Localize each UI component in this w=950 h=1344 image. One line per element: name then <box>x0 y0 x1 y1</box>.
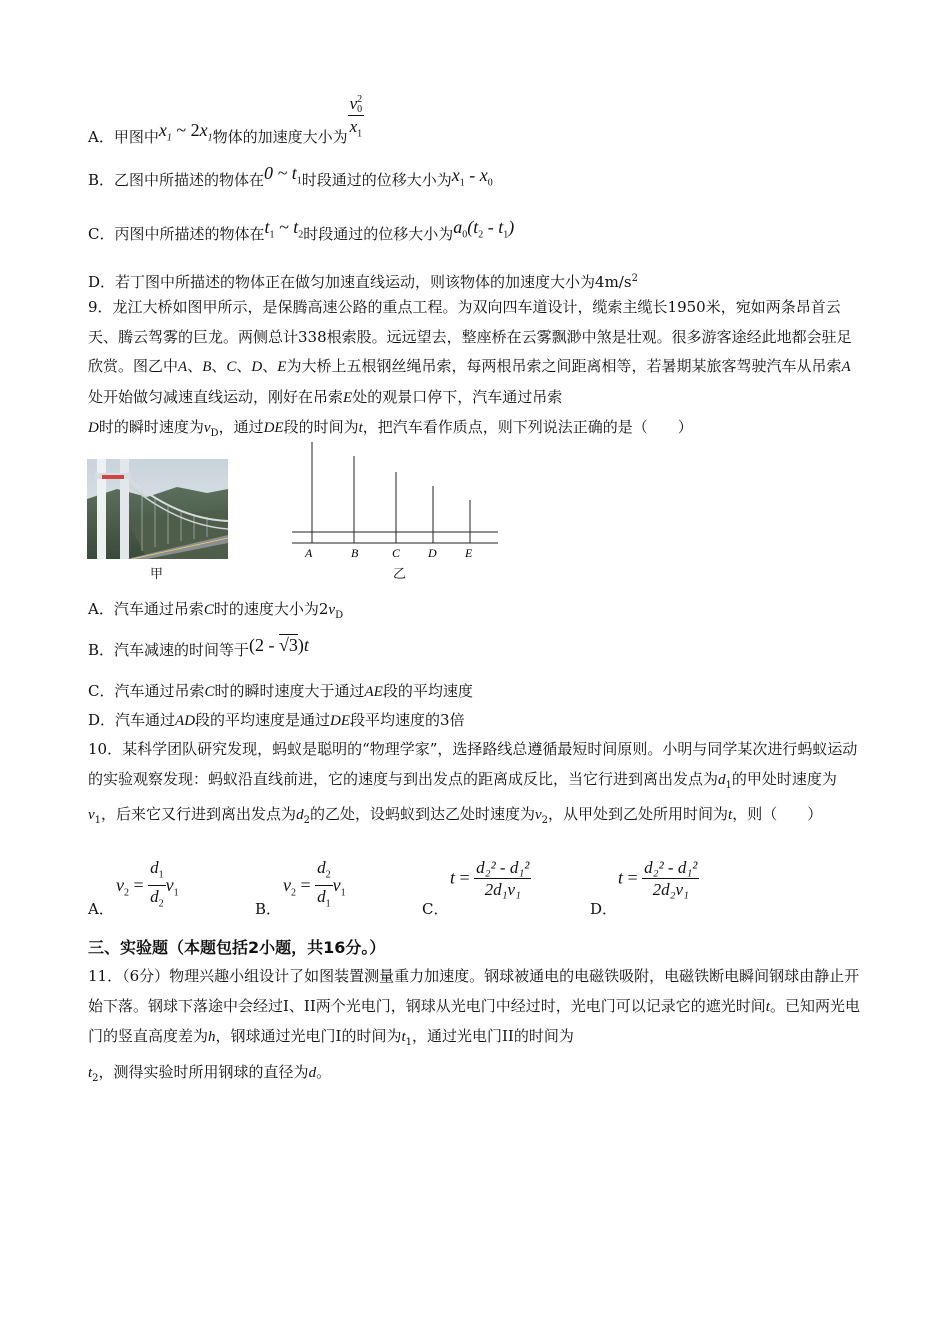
q10-option-c-label: C． <box>422 900 449 918</box>
q9-text-4: 处的观景口停下，汽车通过吊索 <box>352 387 563 406</box>
q11-d: d <box>308 1064 317 1081</box>
q10-v2-sub: 2 <box>541 815 548 826</box>
q9-c-text-3: 段的平均速度 <box>382 682 473 700</box>
q9-label-e: E <box>277 359 287 375</box>
q8-b-x1-sub: 1 <box>459 177 465 189</box>
q8-a-x2-sub: 1 <box>207 132 213 144</box>
q11-t1: t <box>401 1029 406 1045</box>
q9-b-expr-2: ) <box>297 635 304 655</box>
q11-t: t <box>765 998 770 1015</box>
q9-b-sqrt: √3 <box>279 635 298 655</box>
q10-stem <box>88 735 863 836</box>
q8-c-mid: 时段通过的位移大小为 <box>303 225 454 243</box>
q9-text-1: 9．龙江大桥如图甲所示，是保腾高速公路的重点工程。为双向四车道设计，缆索主缆长1950米，宛如两条昂首云天、腾云驾雾的巨龙。两侧总计338根索股。远远望去，整座桥在云雾飘渺中煞是壮观。很多游客途经此地都会驻足欣赏。图乙中 <box>88 298 852 375</box>
q9-sep-2: 、 <box>211 357 227 375</box>
q9-c-c: C <box>204 684 215 700</box>
q8-a-fraction: v 2 0 $x_1$ <box>349 94 363 140</box>
q9-d-text-3: 段平均速度的3倍 <box>350 711 465 729</box>
q8-b-x0: x <box>479 165 488 185</box>
q8-a-x: x <box>158 119 167 140</box>
q11-text-1: 11．（6分）物理兴趣小组设计了如图装置测量重力加速度。钢球被通电的电磁铁吸附，电磁铁断电瞬间钢球由静止开始下落。钢球下落途中会经过I、II两个光电门，钢球从光电门中经过时，光电门可以记录它的遮光时间 <box>88 967 860 1015</box>
q11-text-2: 。已知两光电门的竖直高度差为 <box>88 996 860 1045</box>
q8-a-x2: x <box>199 119 208 140</box>
q11-t2-sub: 2 <box>92 1072 99 1084</box>
q9-text-7: 段的时间为 <box>283 418 359 436</box>
diagram-label-d: D <box>428 546 437 560</box>
q10-option-b-formula: $v_2$ = $\frac{d_2}{d_1}$ $v_1$ <box>283 858 346 910</box>
q8-b-mid: 时段通过的位移大小为 <box>301 171 452 189</box>
q9-a-v-sub: D <box>335 610 344 621</box>
q8-c-label: C．丙图中所描述的物体在 <box>88 225 265 243</box>
q9-a-text-2: 时的速度大小为2 <box>213 600 329 618</box>
q11-text-3: ，钢球通过光电门I的时间为 <box>215 1027 402 1045</box>
q9-d-de: DE <box>330 713 351 729</box>
diagram-label-c: C <box>392 546 401 560</box>
q9-label-d: D <box>251 359 263 375</box>
q10-d1: d <box>718 771 726 788</box>
q10-option-b-label: B． <box>255 900 282 918</box>
q8-c-t1-sub: 1 <box>269 229 275 241</box>
q9-v: v <box>203 420 211 436</box>
q9-b-expr-1: (2 - <box>249 635 280 655</box>
q9-label-a-2: A <box>841 359 851 375</box>
diagram-label-e: E <box>465 546 473 560</box>
q9-sep-1: 、 <box>187 357 203 375</box>
q8-b-x1: x <box>451 165 460 185</box>
q8-b-x0-sub: 0 <box>487 177 493 189</box>
q9-d-text-1: D．汽车通过 <box>88 711 176 729</box>
q11-text-4: ，通过光电门II的时间为 <box>412 1027 574 1045</box>
q9-a-c: C <box>203 602 214 618</box>
figure-2-caption: 乙 <box>393 567 407 582</box>
q8-option-b <box>88 163 493 199</box>
q9-sep-4: 、 <box>262 357 278 375</box>
q8-a-x-sub: 1 <box>166 132 172 144</box>
q9-option-a <box>88 598 343 627</box>
q8-c-a0: a <box>453 217 463 237</box>
q8-option-a <box>88 94 364 163</box>
q9-option-b <box>88 635 309 661</box>
q10-d1-sub: 1 <box>725 779 732 791</box>
q8-a-label: A．甲图中 <box>88 127 159 146</box>
q10-option-c-formula: t = $\frac{\text{d₂² - d₁²}}{\text{2d₁v₁}}$ <box>450 858 530 899</box>
q9-a-text-1: A．汽车通过吊索 <box>88 600 204 618</box>
q9-text-5: 时的瞬时速度为 <box>98 418 204 436</box>
q8-c-t1: t <box>264 217 270 237</box>
q9-b-t: t <box>303 635 309 655</box>
q9-d-text-2: 段的平均速度是通过 <box>195 711 331 729</box>
q9-text-2: 为大桥上五根钢丝绳吊索，每两根吊索之间距离相等，若暑期某旅客驾驶汽车从吊索 <box>286 357 842 375</box>
q8-a-mid: 物体的加速度大小为 <box>212 127 348 146</box>
q11-text-5: ，测得实验时所用钢球的直径为 <box>98 1062 309 1081</box>
section-3-heading: 三、实验题（本题包括2小题，共16分。） <box>88 938 386 957</box>
q10-option-d-formula: t = $\frac{\text{d₂² - d₁²}}{\text{2d₂v₁}}$ <box>618 858 698 899</box>
q9-de: DE <box>263 420 284 436</box>
q8-b-label: B．乙图中所描述的物体在 <box>88 171 265 189</box>
q9-option-c <box>88 680 473 703</box>
q11-stem <box>88 962 863 1093</box>
q9-c-text-2: 时的瞬时速度大于通过 <box>214 682 365 700</box>
q10-text-3: ，后来它又行进到离出发点为 <box>101 805 297 823</box>
q9-d-ad: AD <box>175 713 196 729</box>
q8-c-a0-sub: 0 <box>462 229 468 241</box>
q9-label-b: B <box>202 359 212 375</box>
q9-option-d <box>88 709 465 732</box>
q8-d-sup: 2 <box>631 273 638 284</box>
q9-t: t <box>358 420 363 436</box>
q10-text-2: 的甲处时速度为 <box>731 769 837 788</box>
q9-label-e-2: E <box>343 389 353 406</box>
q8-c-close-paren: ) <box>508 217 515 237</box>
q8-b-minus: - <box>464 165 480 185</box>
q9-b-text-1: B．汽车减速的时间等于 <box>88 641 250 659</box>
q9-v-sub: D <box>210 428 219 439</box>
q9-c-ae: AE <box>364 684 383 700</box>
q9-text-6: ，通过 <box>218 418 264 436</box>
q10-option-a-label: A． <box>88 900 114 918</box>
q8-c-paren-t2: (t <box>467 217 479 237</box>
q10-v1-sub: 1 <box>94 815 102 826</box>
q8-b-range-sub: 1 <box>296 175 302 187</box>
q10-text-4: 的乙处，设蚂蚁到达乙处时速度为 <box>309 805 535 823</box>
q10-text-6: ，则（ ） <box>732 805 823 823</box>
q8-b-range: 0 ~ t <box>264 163 297 183</box>
q9-c-text-1: C．汽车通过吊索 <box>88 682 205 700</box>
q9-label-d-2: D <box>88 420 99 436</box>
q11-t1-sub: 1 <box>405 1037 412 1048</box>
suspender-diagram <box>288 438 502 562</box>
figure-1-caption: 甲 <box>150 567 164 582</box>
q10-v2: v <box>534 807 542 823</box>
q8-a-tilde: ~ 2 <box>171 119 200 140</box>
q8-c-minus-t1: - t <box>483 217 504 237</box>
bridge-photo <box>87 459 228 559</box>
diagram-label-a: A <box>305 546 313 560</box>
q11-text-6: 。 <box>316 1062 332 1081</box>
q10-option-a-formula: $v_2$ = $\frac{d_1}{d_2}$ $v_1$ <box>116 858 179 910</box>
q10-d2-sub: 2 <box>303 815 310 826</box>
q8-c-minus-t1-sub: 1 <box>503 229 509 241</box>
q10-text-1: 10．某科学团队研究发现，蚂蚁是聪明的“物理学家”，选择路线总遵循最短时间原则。小明与同学某次进行蚂蚁运动的实验观察发现：蚂蚁沿直线前进，它的速度与到出发点的距离成反比，当它行进到离出发点为 <box>88 740 858 788</box>
q9-text-8: ，把汽车看作质点，则下列说法正确的是（ ） <box>362 418 693 436</box>
q8-option-c <box>88 217 515 253</box>
q9-a-v: v <box>328 602 336 618</box>
q9-text-3: 处开始做匀减速直线运动，刚好在吊索 <box>88 387 344 406</box>
q9-label-c: C <box>226 359 237 375</box>
q10-d2: d <box>296 807 304 823</box>
q8-c-paren-t2-sub: 2 <box>478 229 484 241</box>
q8-c-t2-sub: 2 <box>298 229 304 241</box>
q8-d-text: D．若丁图中所描述的物体正在做匀加速直线运动，则该物体的加速度大小为4m/s <box>88 273 632 291</box>
q9-label-a: A <box>178 359 188 375</box>
q9-stem <box>88 293 863 449</box>
q11-h: h <box>208 1029 216 1045</box>
q10-option-d-label: D． <box>590 900 618 918</box>
q10-t: t <box>728 807 733 823</box>
q10-text-5: ，从甲处到乙处所用时间为 <box>548 805 729 823</box>
q8-c-t2: ~ t <box>274 217 299 237</box>
q9-sep-3: 、 <box>236 357 252 375</box>
q10-v1: v <box>88 807 95 823</box>
q11-t2: t <box>88 1064 93 1081</box>
diagram-label-b: B <box>351 546 359 560</box>
q8-option-d <box>88 268 638 293</box>
